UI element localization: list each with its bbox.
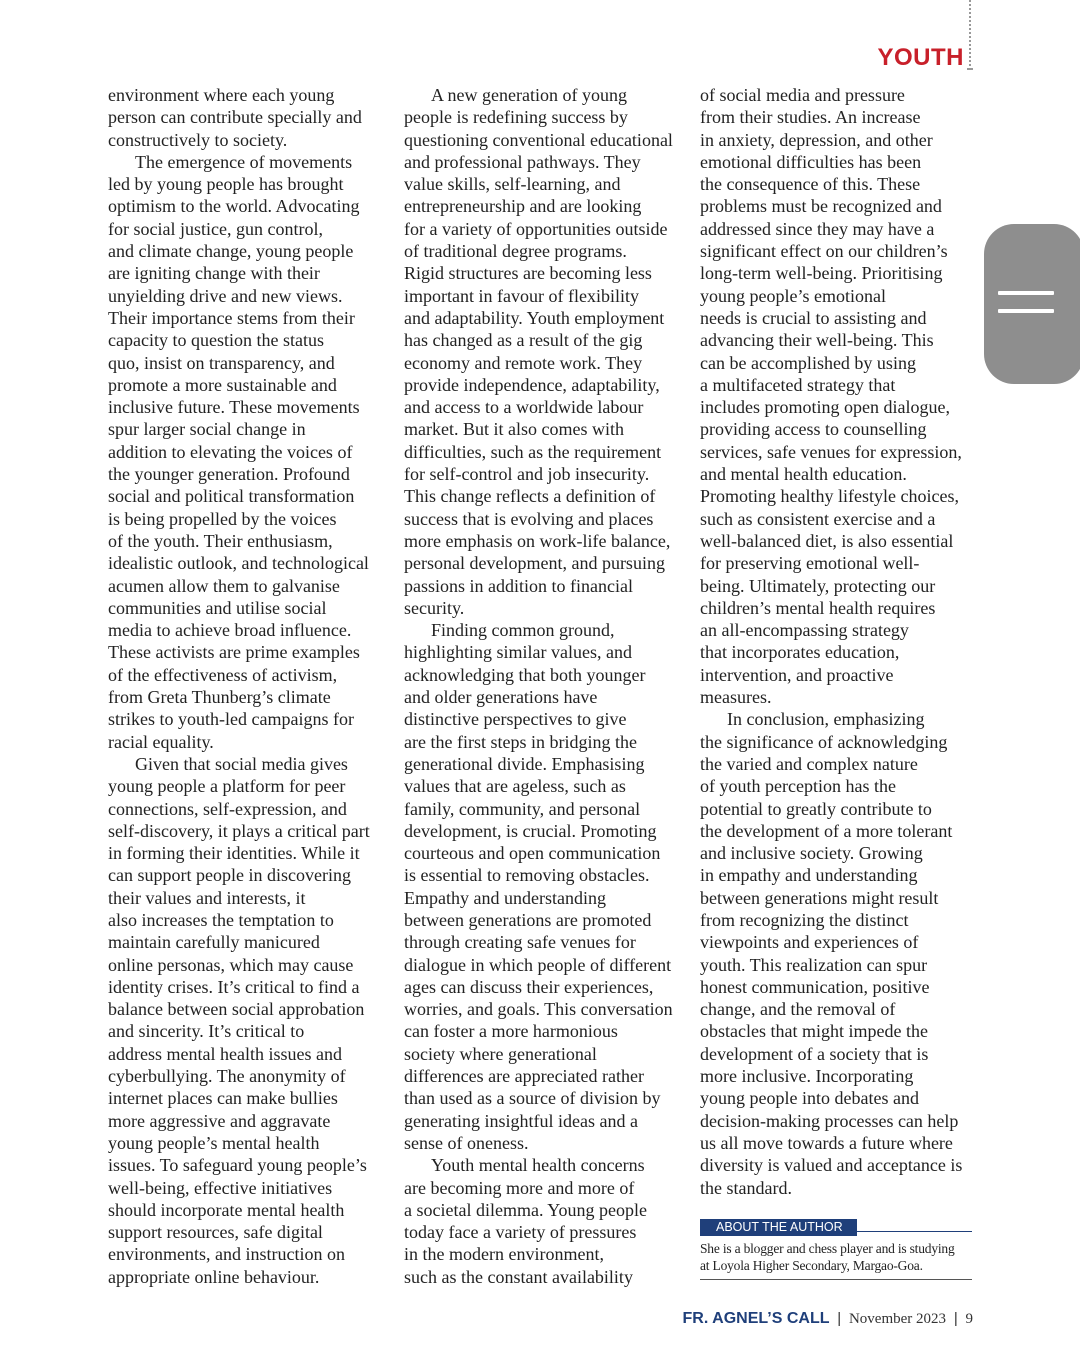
page-footer — [683, 1309, 973, 1328]
page-edge-tick — [967, 68, 973, 70]
article-paragraph: Given that social media gives young people a platform for peer connections, self-expression, and self-discovery, it plays a critical part in forming their identities. While it can support people in discovering their values and interests, it also increases the temptation to maintain carefully manicured online personas, which may cause identity crises. It’s critical to find a balance between social approbation and sincerity. It’s critical to address mental health issues and cyberbullying. The anonymity of internet places can make bullies more aggressive and aggravate young people’s mental health issues. To safeguard young people’s well-being, effective initiatives should incorporate mental health support resources, safe digital environments, and instruction on appropriate online behaviour. — [108, 753, 370, 1287]
article-paragraph: of social media and pressure from their studies. An increase in anxiety, depression, and other emotional difficulties has been the consequence of this. These problems must be recognized and addressed since they may have a significant effect on our children’s long-term well-being. Prioritising young people’s emotional needs is crucial to assisting and advancing their well-being. This can be accomplished by using a multifaceted strategy that includes promoting open dialogue, providing access to counselling services, safe venues for expression, and mental health education. Promoting healthy lifestyle choices, such as consistent exercise and a well-balanced diet, is also essential for preserving emotional well- being. Ultimately, protecting our children’s mental health requires an all-encompassing strategy that incorporates education, intervention, and proactive measures. — [700, 85, 962, 708]
author-box-title: ABOUT THE AUTHOR — [700, 1219, 857, 1236]
issue-date: November 2023 — [848, 1311, 947, 1327]
article-column-3 — [700, 84, 972, 1280]
magazine-name: FR. AGNEL’S CALL — [682, 1310, 830, 1327]
author-bio: She is a blogger and chess player and is studying at Loyola Higher Secondary, Margao-Goa. — [700, 1232, 972, 1280]
section-label: YOUTH — [877, 44, 964, 71]
article-paragraph: The emergence of movements led by young people has brought optimism to the world. Advocating for social justice, gun control, and climate change, young people are igniting change with their unyielding drive and new views. Their importance stems from their capacity to question the status quo, insist on transparency, and promote a more sustainable and inclusive future. These movements spur larger social change in addition to elevating the voices of the younger generation. Profound social and political transformation is being propelled by the voices of the youth. Their enthusiasm, idealistic outlook, and technological acumen allow them to galvanise communities and utilise social media to achieve broad influence. These activists are prime examples of the effectiveness of activism, from Greta Thunberg’s climate strikes to youth-led campaigns for racial equality. — [108, 151, 369, 752]
article-paragraph: environment where each young person can contribute specially and constructively to society. — [108, 85, 362, 150]
article-column-1 — [108, 84, 386, 1288]
menu-line — [998, 309, 1054, 313]
about-the-author-box — [700, 1214, 972, 1280]
hamburger-menu-icon[interactable] — [998, 287, 1054, 317]
page-number: 9 — [965, 1311, 973, 1327]
menu-line — [998, 291, 1054, 295]
author-box-header — [700, 1214, 972, 1232]
article-paragraph: In conclusion, emphasizing the significance of acknowledging the varied and complex nature of youth perception has the potential to greatly contribute to the development of a more tolerant and inclusive society. Growing in empathy and understanding between generations might result from recognizing the distinct viewpoints and experiences of youth. This realization can spur honest communication, positive change, and the removal of obstacles that might impede the development of a society that is more inclusive. Incorporating young people into debates and decision-making processes can help us all move towards a future where diversity is valued and acceptance is the standard. — [700, 709, 963, 1198]
page-edge-rule — [969, 0, 971, 70]
article-paragraph: Youth mental health concerns are becoming more and more of a societal dilemma. Young people today face a variety of pressures in the modern environment, such as the constant availability — [404, 1155, 647, 1287]
footer-separator: | — [837, 1310, 842, 1327]
article-paragraph: A new generation of young people is redefining success by questioning conventional educational and professional pathways. They value skills, self-learning, and entrepreneurship and are looking for a variety of opportunities outside of traditional degree programs. Rigid structures are becoming less important in favour of flexibility and adaptability. Youth employment has changed as a result of the gig economy and remote work. They provide independence, adaptability, and access to a worldwide labour market. But it also comes with difficulties, such as the requirement for self-control and job insecurity. This change reflects a definition of success that is evolving and places more emphasis on work-life balance, personal development, and pursuing passions in addition to financial security. — [404, 85, 673, 618]
article-paragraph: Finding common ground, highlighting similar values, and acknowledging that both younger and older generations have distinctive perspectives to give are the first steps in bridging the generational divide. Emphasising values that are ageless, such as family, community, and personal development, is crucial. Promoting courteous and open communication is essential to removing obstacles. Empathy and understanding between generations are promoted through creating safe venues for dialogue in which people of different ages can discuss their experiences, worries, and goals. This conversation can foster a more harmonious society where generational differences are appreciated rather than used as a source of division by generating insightful ideas and a sense of oneness. — [404, 620, 673, 1153]
footer-separator: | — [953, 1310, 958, 1327]
article-column-2 — [404, 84, 680, 1288]
